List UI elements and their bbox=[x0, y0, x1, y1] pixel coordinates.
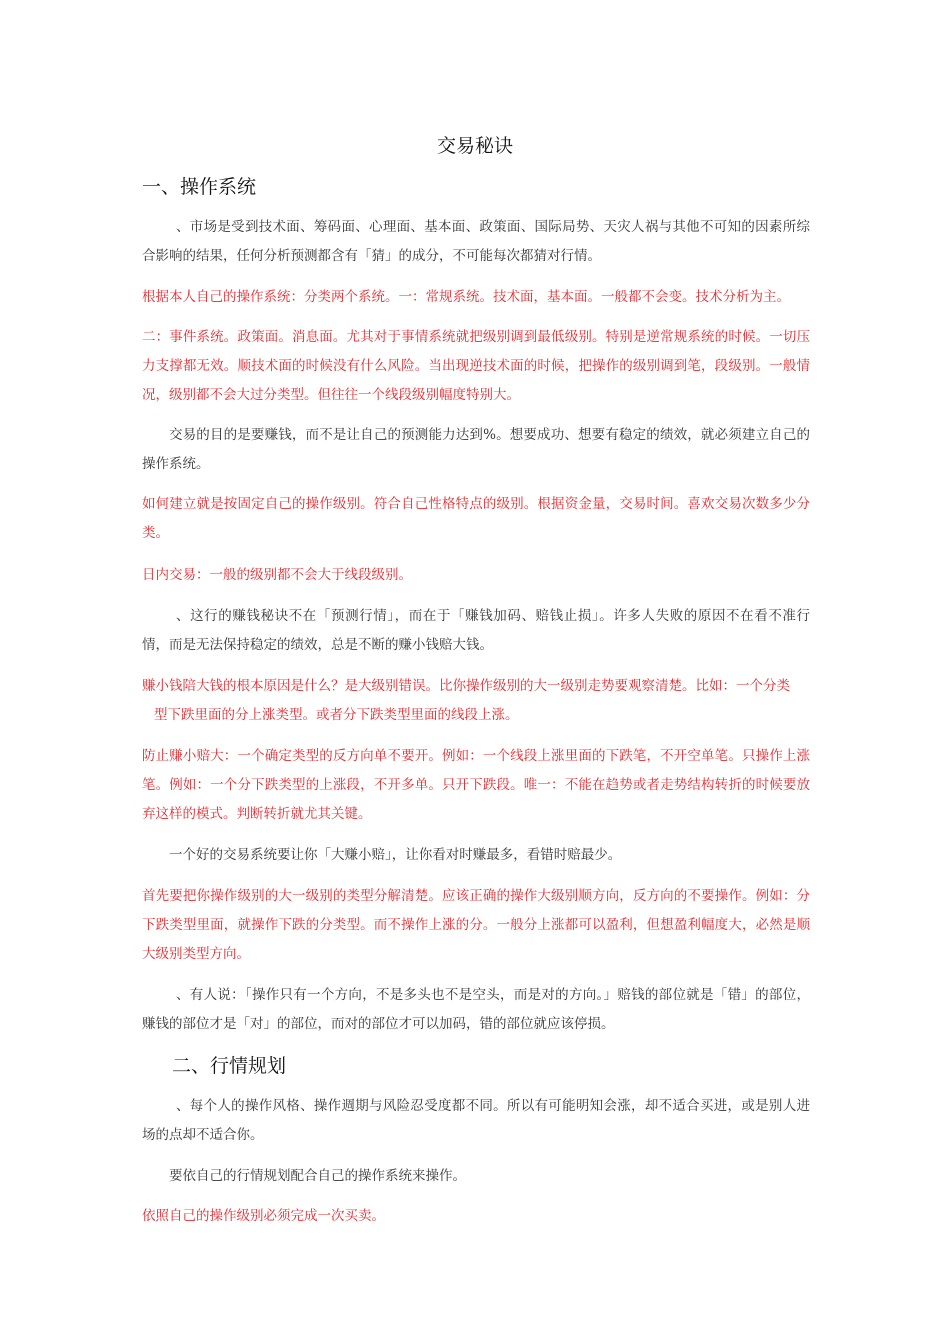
red-note-5 bbox=[142, 672, 810, 730]
red-note-3: 如何建立就是按固定自己的操作级别。符合自己性格特点的级别。根据资金量，交易时间。喜欢交易次数多少分类。 bbox=[142, 496, 810, 541]
paragraph-6: 、每个人的操作风格、操作週期与风险忍受度都不同。所以有可能明知会涨，却不适合买进，或是别人进场的点却不适合你。 bbox=[142, 1098, 810, 1143]
paragraph-4: 一个好的交易系统要让你「大赚小赔」，让你看对时赚最多，看错时赔最少。 bbox=[169, 847, 622, 863]
red-note-2: 二：事件系统。政策面。消息面。尤其对于事情系统就把级别调到最低级别。特别是逆常规系统的时候。一切压力支撑都无效。顺技术面的时候没有什么风险。当出现逆技术面的时候，把操作的级别调到笔，段级别。一般情况，级别都不会大过分类型。但往往一个线段级别幅度特别大。 bbox=[142, 329, 810, 403]
red-note-5-line-1: 赚小钱陪大钱的根本原因是什么？是大级别错误。比你操作级别的大一级别走势要观察清楚。比如：一个分类 bbox=[142, 678, 790, 694]
red-note-5-line-2: 型下跌里面的分上涨类型。或者分下跌类型里面的线段上涨。 bbox=[154, 707, 519, 723]
red-note-4: 日内交易：一般的级别都不会大于线段级别。 bbox=[142, 567, 412, 583]
page-title: 交易秘诀 bbox=[436, 135, 513, 157]
red-note-6: 防止赚小赔大：一个确定类型的反方向单不要开。例如：一个线段上涨里面的下跌笔，不开空单笔。只操作上涨笔。例如：一个分下跌类型的上涨段，不开多单。只开下跌段。唯一：不能在趋势或者走势结构转折的时候要放弃这样的模式。判断转折就尤其关键。 bbox=[142, 748, 810, 822]
paragraph-1: 、市场是受到技术面、筹码面、心理面、基本面、政策面、国际局势、天灾人祸与其他不可知的因素所综合影响的结果，任何分析预测都含有「猜」的成分，不可能每次都猜对行情。 bbox=[142, 219, 810, 264]
red-note-8: 依照自己的操作级别必须完成一次买卖。 bbox=[142, 1208, 385, 1224]
section-heading-1: 一、操作系统 bbox=[142, 176, 257, 198]
paragraph-3: 、这行的赚钱秘诀不在「预测行情」，而在于「赚钱加码、赔钱止损」。许多人失败的原因不在看不准行情，而是无法保持稳定的绩效，总是不断的赚小钱赔大钱。 bbox=[142, 608, 810, 653]
red-note-1: 根据本人自己的操作系统：分类两个系统。一：常规系统。技术面，基本面。一般都不会变。技术分析为主。 bbox=[142, 289, 790, 305]
red-note-7: 首先要把你操作级别的大一级别的类型分解清楚。应该正确的操作大级别顺方向，反方向的不要操作。例如：分下跌类型里面，就操作下跌的分类型。而不操作上涨的分。一般分上涨都可以盈利，但想盈利幅度大，必然是顺大级别类型方向。 bbox=[142, 888, 810, 962]
paragraph-5: 、有人说：「操作只有一个方向，不是多头也不是空头，而是对的方向。」赔钱的部位就是「错」的部位，赚钱的部位才是「对」的部位，而对的部位才可以加码，错的部位就应该停损。 bbox=[142, 987, 810, 1032]
section-heading-2: 二、行情规划 bbox=[172, 1055, 287, 1077]
paragraph-2: 交易的目的是要赚钱，而不是让自己的预测能力达到%。想要成功、想要有稳定的绩效，就必须建立自己的操作系统。 bbox=[142, 427, 810, 472]
paragraph-7: 要依自己的行情规划配合自己的操作系统来操作。 bbox=[169, 1168, 466, 1184]
